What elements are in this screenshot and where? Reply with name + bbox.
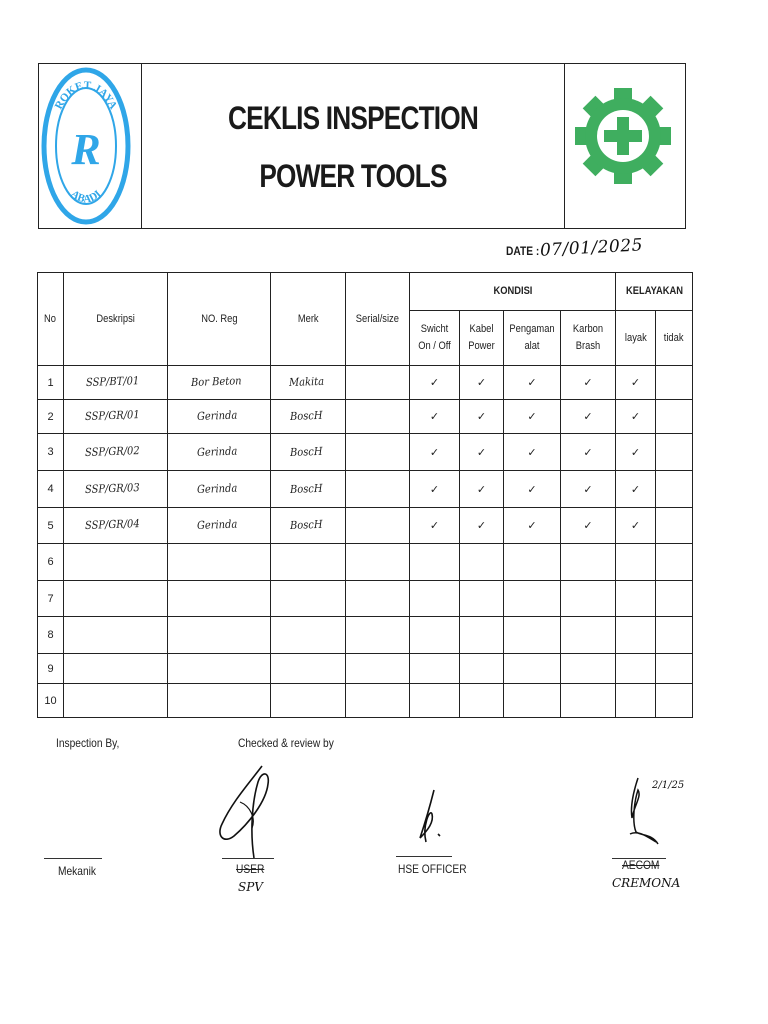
table-row xyxy=(38,508,693,544)
check-swicht xyxy=(410,684,460,718)
inspection-table-wrap xyxy=(37,272,693,718)
safety-logo-cell xyxy=(564,64,685,228)
row-no-reg xyxy=(168,617,271,654)
row-serial xyxy=(346,508,410,544)
check-kabel: ✓ xyxy=(460,400,504,434)
user-label: USER xyxy=(236,862,265,876)
check-layak xyxy=(616,581,656,617)
row-merk xyxy=(271,581,346,617)
row-deskripsi xyxy=(64,544,168,581)
row-deskripsi xyxy=(64,684,168,718)
row-deskripsi xyxy=(64,617,168,654)
row-number: 5 xyxy=(38,508,64,544)
check-tidak xyxy=(656,400,693,434)
logo-letter: R xyxy=(71,125,101,174)
row-merk xyxy=(271,654,346,684)
check-pengaman: ✓ xyxy=(504,366,561,400)
table-row xyxy=(38,684,693,718)
check-layak xyxy=(616,617,656,654)
check-pengaman xyxy=(504,654,561,684)
hse-signature xyxy=(410,786,450,856)
check-karbon xyxy=(561,544,616,581)
check-swicht xyxy=(410,654,460,684)
logo-text-top: ROKET JAYA xyxy=(52,79,120,112)
form-title-line2: POWER TOOLS xyxy=(259,158,447,194)
check-kabel xyxy=(460,544,504,581)
check-swicht xyxy=(410,544,460,581)
check-kabel xyxy=(460,654,504,684)
check-tidak xyxy=(656,508,693,544)
table-row xyxy=(38,544,693,581)
check-swicht: ✓ xyxy=(410,400,460,434)
roket-jaya-logo xyxy=(39,64,139,228)
inspection-by-label: Inspection By, xyxy=(56,736,120,750)
row-merk: Makita xyxy=(271,366,346,400)
check-layak xyxy=(616,684,656,718)
col-header-tidak: tidak xyxy=(656,311,693,366)
check-karbon: ✓ xyxy=(561,508,616,544)
check-pengaman xyxy=(504,581,561,617)
check-tidak xyxy=(656,434,693,471)
row-number: 4 xyxy=(38,471,64,508)
mekanik-signature-line xyxy=(44,858,102,859)
user-signature-line xyxy=(222,858,274,859)
col-header-layak: layak xyxy=(616,311,656,366)
row-serial xyxy=(346,400,410,434)
col-header-karbon: Karbon Brash xyxy=(561,311,616,366)
row-deskripsi: SSP/GR/01 xyxy=(64,400,168,434)
checked-review-by-label: Checked & review by xyxy=(238,736,334,750)
row-number: 10 xyxy=(38,684,64,718)
spv-handwritten: SPV xyxy=(238,880,263,894)
col-group-kelayakan: KELAYAKAN xyxy=(616,273,693,311)
logo-text-bottom: ABADI xyxy=(68,188,104,206)
check-kabel xyxy=(460,581,504,617)
check-tidak xyxy=(656,654,693,684)
check-tidak xyxy=(656,544,693,581)
green-gear-cross-icon xyxy=(565,64,683,228)
check-swicht: ✓ xyxy=(410,434,460,471)
date-value: 07/01/2025 xyxy=(539,235,644,261)
row-serial xyxy=(346,617,410,654)
row-merk xyxy=(271,617,346,654)
company-logo-cell xyxy=(39,64,142,228)
check-karbon xyxy=(561,654,616,684)
check-karbon: ✓ xyxy=(561,434,616,471)
row-deskripsi: SSP/GR/04 xyxy=(64,508,168,544)
row-no-reg: Gerinda xyxy=(168,508,271,544)
check-pengaman: ✓ xyxy=(504,471,561,508)
col-header-swicht: Swicht On / Off xyxy=(410,311,460,366)
row-deskripsi: SSP/GR/02 xyxy=(64,434,168,471)
row-merk: BoscH xyxy=(271,434,346,471)
row-merk xyxy=(271,544,346,581)
cremona-handwritten: CREMONA xyxy=(612,876,681,890)
check-karbon: ✓ xyxy=(561,366,616,400)
col-header-serial: Serial/size xyxy=(346,273,410,366)
check-pengaman xyxy=(504,544,561,581)
row-no-reg: Gerinda xyxy=(168,400,271,434)
check-swicht: ✓ xyxy=(410,508,460,544)
row-no-reg: Bor Beton xyxy=(168,366,271,400)
row-serial xyxy=(346,654,410,684)
row-merk: BoscH xyxy=(271,508,346,544)
row-number: 2 xyxy=(38,400,64,434)
check-layak: ✓ xyxy=(616,508,656,544)
check-layak: ✓ xyxy=(616,366,656,400)
table-row xyxy=(38,471,693,508)
check-swicht xyxy=(410,581,460,617)
check-kabel xyxy=(460,617,504,654)
row-merk: BoscH xyxy=(271,400,346,434)
row-number: 8 xyxy=(38,617,64,654)
check-kabel: ✓ xyxy=(460,366,504,400)
check-pengaman: ✓ xyxy=(504,434,561,471)
inspection-table-body xyxy=(38,366,693,718)
row-no-reg xyxy=(168,654,271,684)
date-label: DATE : xyxy=(506,244,540,258)
row-number: 3 xyxy=(38,434,64,471)
title-cell xyxy=(141,64,565,228)
row-no-reg: Gerinda xyxy=(168,434,271,471)
row-merk: BoscH xyxy=(271,471,346,508)
table-row xyxy=(38,581,693,617)
col-header-deskripsi: Deskripsi xyxy=(64,273,168,366)
row-number: 1 xyxy=(38,366,64,400)
check-tidak xyxy=(656,581,693,617)
table-row xyxy=(38,366,693,400)
check-pengaman xyxy=(504,617,561,654)
check-kabel: ✓ xyxy=(460,434,504,471)
check-karbon: ✓ xyxy=(561,471,616,508)
table-row xyxy=(38,617,693,654)
row-no-reg xyxy=(168,544,271,581)
inspection-table xyxy=(37,272,693,718)
check-swicht: ✓ xyxy=(410,471,460,508)
row-number: 9 xyxy=(38,654,64,684)
col-group-kondisi: KONDISI xyxy=(410,273,616,311)
spv-signature xyxy=(210,762,280,862)
check-pengaman: ✓ xyxy=(504,508,561,544)
hse-signature-line xyxy=(396,856,452,857)
row-deskripsi xyxy=(64,581,168,617)
check-layak: ✓ xyxy=(616,434,656,471)
row-serial xyxy=(346,581,410,617)
check-layak xyxy=(616,544,656,581)
check-kabel: ✓ xyxy=(460,508,504,544)
col-header-merk: Merk xyxy=(271,273,346,366)
row-serial xyxy=(346,684,410,718)
row-deskripsi: SSP/GR/03 xyxy=(64,471,168,508)
check-kabel xyxy=(460,684,504,718)
mekanik-label: Mekanik xyxy=(58,864,96,878)
row-serial xyxy=(346,471,410,508)
col-header-no: No xyxy=(38,273,64,366)
check-layak: ✓ xyxy=(616,400,656,434)
check-swicht xyxy=(410,617,460,654)
row-deskripsi xyxy=(64,654,168,684)
col-header-kabel: Kabel Power xyxy=(460,311,504,366)
check-swicht: ✓ xyxy=(410,366,460,400)
check-pengaman: ✓ xyxy=(504,400,561,434)
check-pengaman xyxy=(504,684,561,718)
row-number: 7 xyxy=(38,581,64,617)
table-row xyxy=(38,654,693,684)
check-karbon xyxy=(561,617,616,654)
check-layak xyxy=(616,654,656,684)
aecom-date-annotation: 2/1/25 xyxy=(652,780,685,791)
row-no-reg xyxy=(168,684,271,718)
check-tidak xyxy=(656,617,693,654)
aecom-label: AECOM xyxy=(622,858,660,872)
table-row xyxy=(38,434,693,471)
check-tidak xyxy=(656,684,693,718)
check-karbon xyxy=(561,581,616,617)
row-deskripsi: SSP/BT/01 xyxy=(64,366,168,400)
col-header-no-reg: NO. Reg xyxy=(168,273,271,366)
form-header xyxy=(38,63,686,229)
row-serial xyxy=(346,366,410,400)
col-header-pengaman: Pengaman alat xyxy=(504,311,561,366)
check-tidak xyxy=(656,471,693,508)
check-karbon: ✓ xyxy=(561,400,616,434)
check-karbon xyxy=(561,684,616,718)
check-layak: ✓ xyxy=(616,471,656,508)
row-number: 6 xyxy=(38,544,64,581)
row-serial xyxy=(346,544,410,581)
form-title-line1: CEKLIS INSPECTION xyxy=(228,100,478,136)
row-no-reg: Gerinda xyxy=(168,471,271,508)
check-kabel: ✓ xyxy=(460,471,504,508)
table-row xyxy=(38,400,693,434)
row-serial xyxy=(346,434,410,471)
row-no-reg xyxy=(168,581,271,617)
row-merk xyxy=(271,684,346,718)
hse-officer-label: HSE OFFICER xyxy=(398,862,467,876)
check-tidak xyxy=(656,366,693,400)
